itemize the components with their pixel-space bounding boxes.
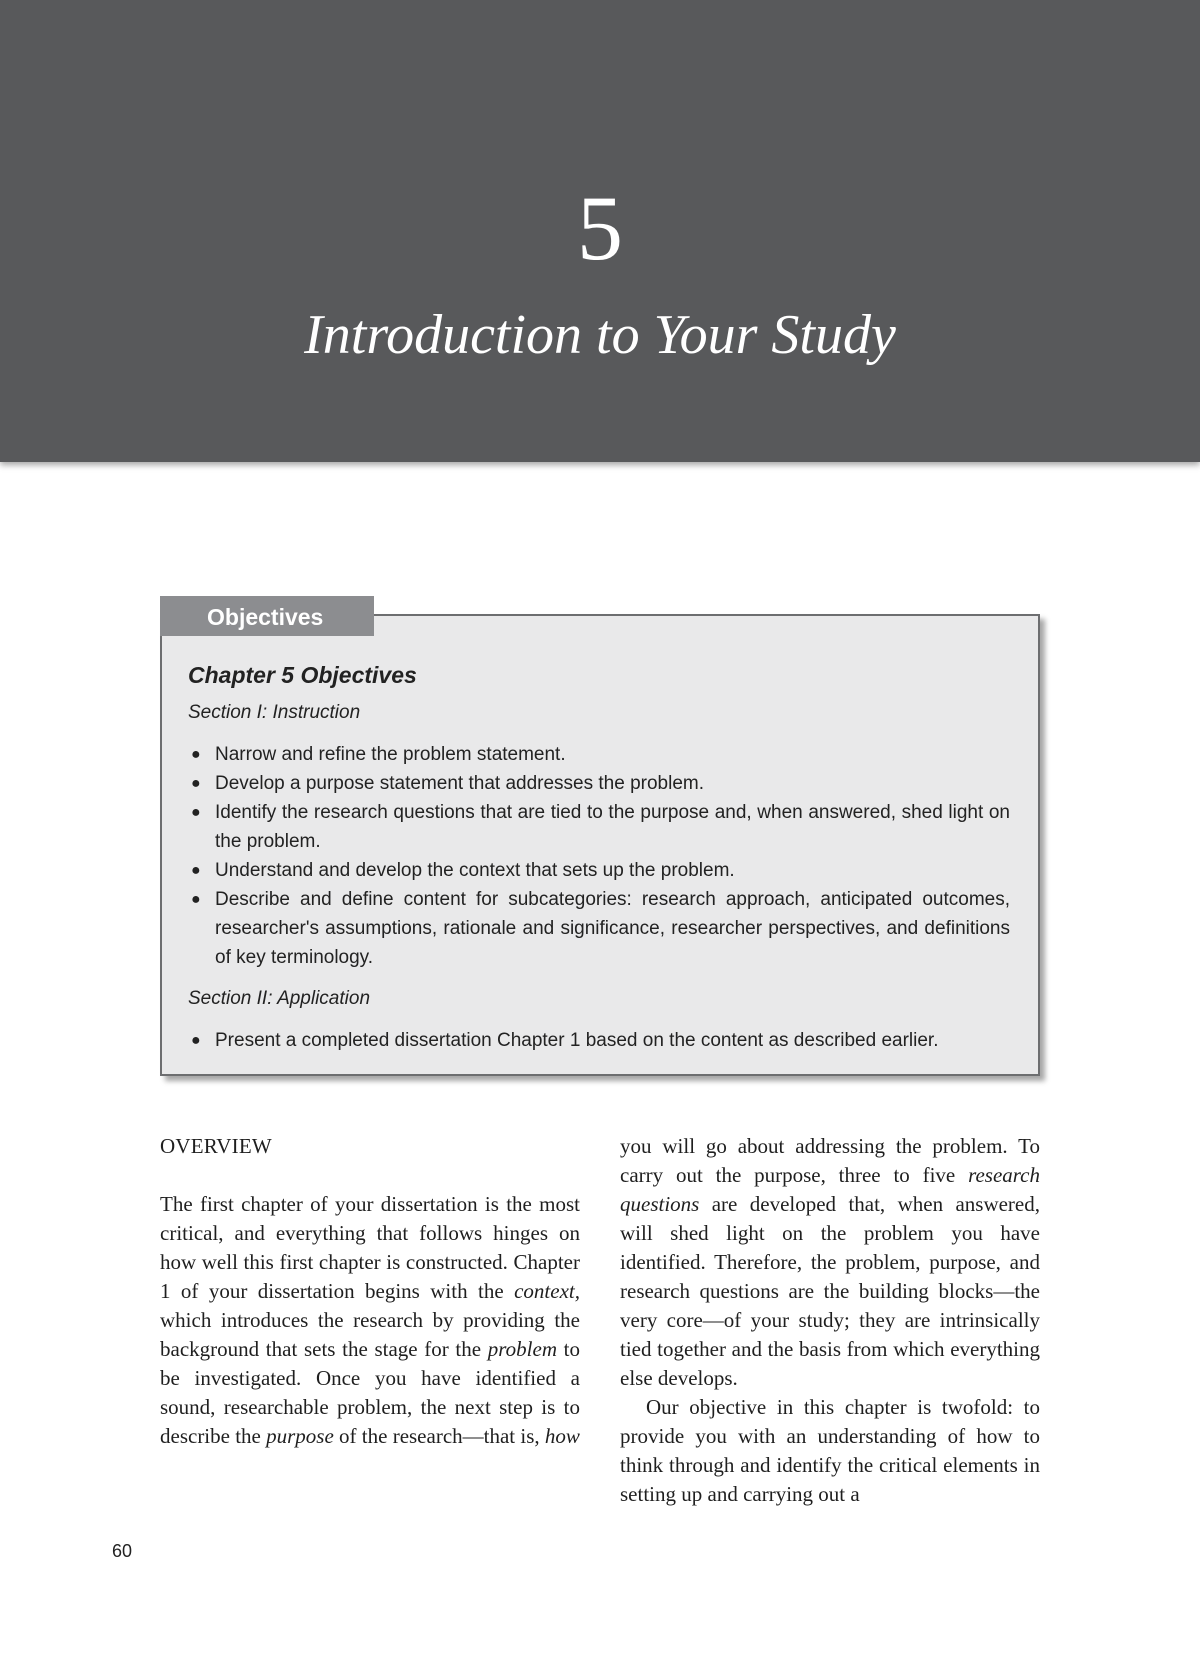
bullet-icon: ● [191, 746, 201, 763]
overview-paragraph-1-continued: you will go about addressing the problem. To carry out the purpose, three to five research questions are developed that, when answered, will shed light on the problem you have identified. Therefore, the problem, purpose, and research questions are the building blocks—the very core—of your study; they are intrinsically tied together and the basis from which everything else develops. [620, 1134, 1040, 1390]
overview-paragraph-1: The first chapter of your dissertation is the most critical, and everything that follows hinges on how well this first chapter is constructed. Chapter 1 of your dissertation begins with the context, which introduces the research by providing the background that sets the stage for the problem to be investigated. Once you have identified a sound, researchable problem, the next step is to describe the purpose of the research—that is, how [160, 1192, 580, 1448]
right-column [620, 1132, 1040, 1509]
objective-item: ● Describe and define content for subcategories: research approach, anticipated outcomes, researcher's assumptions, rationale and significance, researcher perspectives, and definitions of key terminology. [188, 885, 1010, 972]
objective-item: ● Understand and develop the context that sets up the problem. [188, 856, 1010, 885]
chapter-title: Introduction to Your Study [304, 304, 896, 366]
objectives-box [160, 614, 1040, 1076]
bullet-icon: ● [191, 1032, 201, 1049]
objectives-section-1-list [188, 740, 1010, 972]
objectives-section-1-title: Section I: Instruction [188, 702, 361, 723]
objective-item: ● Narrow and refine the problem statement. [188, 740, 1010, 769]
bullet-icon: ● [191, 862, 201, 879]
overview-heading: OVERVIEW [160, 1134, 272, 1158]
objectives-section-2-list [188, 1026, 1010, 1055]
objective-item: ● Develop a purpose statement that addresses the problem. [188, 769, 1010, 798]
left-column [160, 1132, 580, 1451]
objective-item: ● Identify the research questions that are tied to the purpose and, when answered, shed light on the problem. [188, 798, 1010, 856]
chapter-number: 5 [577, 177, 623, 279]
objective-item: ● Present a completed dissertation Chapter 1 based on the content as described earlier. [188, 1026, 1010, 1055]
chapter-banner [0, 0, 1200, 462]
bullet-icon: ● [191, 891, 201, 908]
overview-paragraph-2: Our objective in this chapter is twofold: to provide you with an understanding of how to think through and identify the critical elements in setting up and carrying out a [620, 1395, 1040, 1506]
bullet-icon: ● [191, 775, 201, 792]
objectives-section-2-title: Section II: Application [188, 988, 371, 1009]
bullet-icon: ● [191, 804, 201, 821]
objectives-heading: Chapter 5 Objectives [188, 662, 417, 688]
objectives-tab: Objectives [160, 596, 374, 636]
page-number: 60 [112, 1541, 133, 1561]
